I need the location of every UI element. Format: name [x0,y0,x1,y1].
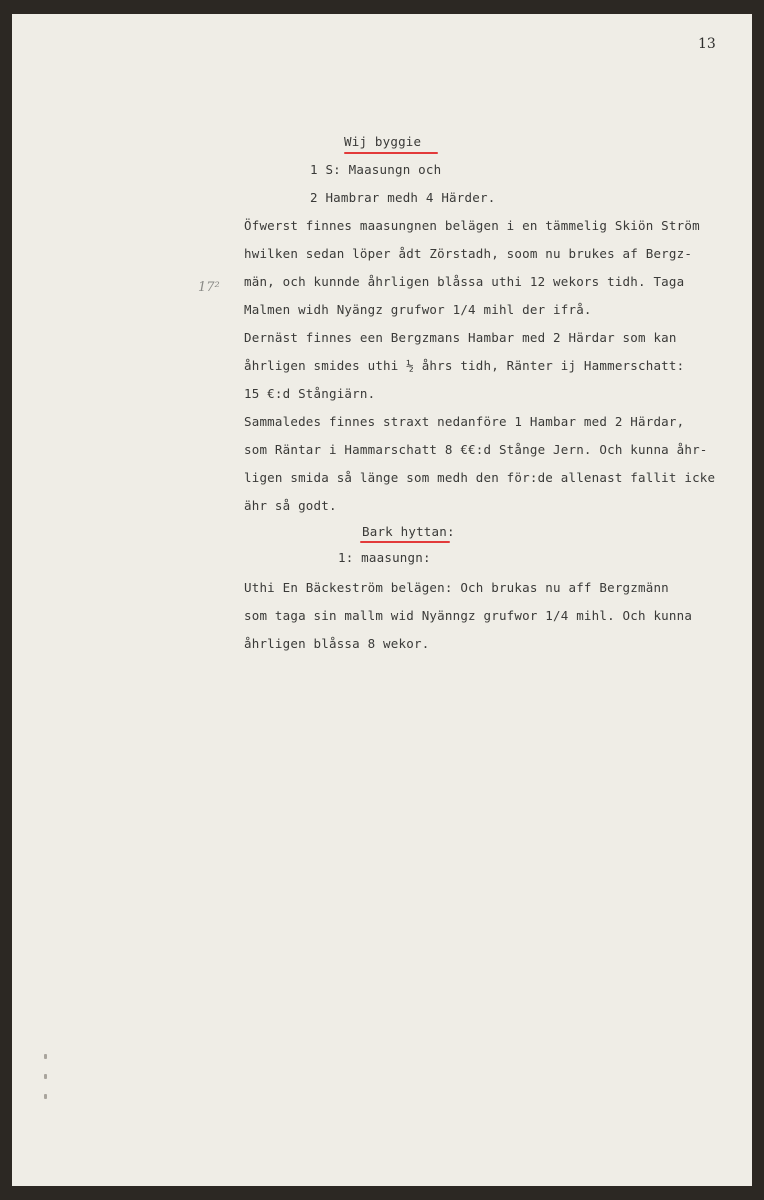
heading-wij-byggie: Wij byggie [344,134,422,149]
text-line: Öfwerst finnes maasungnen belägen i en tämmelig Skiön Ström [244,218,700,233]
text-line: Malmen widh Nyängz grufwor 1/4 mihl der ifrå. [244,302,592,317]
text-line: Dernäst finnes een Bergzmans Hambar med 2 Härdar som kan [244,330,677,345]
page-number: 13 [698,36,716,52]
binding-mark [44,1094,47,1099]
text-line: 1: maasungn: [338,550,431,565]
text-line: Uthi En Bäckeström belägen: Och brukas nu aff Bergzmänn [244,580,669,595]
margin-note: 17² [198,280,220,295]
heading-underline [344,152,438,154]
text-line: 1 S: Maasungn och [310,162,442,177]
text-line: 15 €:d Stångiärn. [244,386,376,401]
binding-mark [44,1074,47,1079]
text-line: män, och kunnde åhrligen blåssa uthi 12 wekors tidh. Taga [244,274,685,289]
text-line: som taga sin mallm wid Nyänngz grufwor 1/4 mihl. Och kunna [244,608,693,623]
document-page [12,14,752,1186]
heading-underline [360,541,450,543]
text-line: ähr så godt. [244,498,337,513]
text-line: ligen smida så länge som medh den för:de allenast fallit icke [244,470,716,485]
text-line: som Räntar i Hammarschatt 8 €€:d Stånge Jern. Och kunna åhr- [244,442,708,457]
text-line: hwilken sedan löper ådt Zörstadh, soom nu brukes af Bergz- [244,246,693,261]
text-line: 2 Hambrar medh 4 Härder. [310,190,496,205]
heading-bark-hyttan: Bark hyttan: [362,524,455,539]
text-line: åhrligen blåssa 8 wekor. [244,636,430,651]
binding-mark [44,1054,47,1059]
text-line: åhrligen smides uthi ½ åhrs tidh, Ränter ij Hammerschatt: [244,358,685,373]
text-line: Sammaledes finnes straxt nedanföre 1 Hambar med 2 Härdar, [244,414,685,429]
